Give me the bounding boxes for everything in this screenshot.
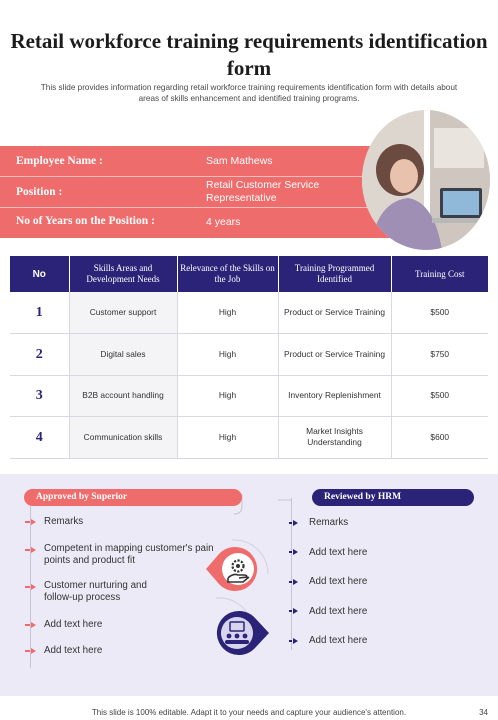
relevance-cell: High (177, 375, 278, 417)
page-title: Retail workforce training requirements identification form (10, 29, 488, 80)
bullet-arrow-icon (289, 638, 301, 644)
bullet-arrow-icon (289, 549, 301, 555)
page-number: 34 (479, 708, 488, 717)
header-training-program: Training Programmed Identified (278, 256, 391, 292)
relevance-cell: High (177, 292, 278, 334)
bullet-arrow-icon (289, 579, 301, 585)
position-row (0, 177, 395, 207)
approved-by-superior-heading: Approved by Superior (24, 489, 242, 506)
bullet-arrow-icon (289, 608, 301, 614)
header-relevance: Relevance of the Skills on the Job (177, 256, 278, 292)
reviewed-item: Add text here (309, 606, 368, 617)
header-no: No (10, 256, 69, 292)
training-program-cell: Product or Service Training (278, 292, 391, 334)
table-header-row (10, 256, 488, 292)
header-training-cost: Training Cost (391, 256, 488, 292)
table-row (10, 417, 488, 459)
bullet-arrow-icon (25, 648, 37, 654)
approved-item: Competent in mapping customer's pain points and product fit (44, 543, 214, 566)
training-cost-cell: $600 (391, 417, 488, 459)
skill-area-cell: B2B account handling (69, 375, 177, 417)
approved-item: Customer nurturing and follow-up process (44, 580, 147, 603)
header-skills-areas: Skills Areas and Development Needs (69, 256, 177, 292)
relevance-cell: High (177, 334, 278, 376)
employee-name-label: Employee Name : (16, 155, 103, 167)
bullet-arrow-icon (25, 584, 37, 590)
row-number: 3 (10, 375, 69, 417)
training-cost-cell: $500 (391, 292, 488, 334)
reviewed-item: Remarks (309, 517, 349, 528)
row-number: 2 (10, 334, 69, 376)
years-value: 4 years (206, 216, 241, 228)
skill-area-cell: Communication skills (69, 417, 177, 459)
reviewed-item: Add text here (309, 635, 368, 646)
training-program-cell: Inventory Replenishment (278, 375, 391, 417)
row-number: 4 (10, 417, 69, 459)
relevance-cell: High (177, 417, 278, 459)
training-cost-cell: $500 (391, 375, 488, 417)
row-number: 1 (10, 292, 69, 334)
training-program-cell: Product or Service Training (278, 334, 391, 376)
bullet-arrow-icon (25, 547, 37, 553)
skill-area-cell: Customer support (69, 292, 177, 334)
employee-photo (362, 110, 490, 250)
approved-item: Remarks (44, 516, 84, 527)
approved-item: Add text here (44, 645, 103, 656)
position-value: Retail Customer Service Representative (206, 179, 320, 204)
training-program-cell: Market Insights Understanding (278, 417, 391, 459)
years-label: No of Years on the Position : (16, 215, 155, 227)
skill-area-cell: Digital sales (69, 334, 177, 376)
employee-name-row (0, 146, 395, 176)
employee-name-value: Sam Mathews (206, 155, 273, 167)
bullet-arrow-icon (25, 519, 37, 525)
table-row (10, 375, 488, 417)
reviewed-item: Add text here (309, 547, 368, 558)
footer-note: This slide is 100% editable. Adapt it to your needs and capture your audience's attention. (91, 708, 407, 717)
years-row (0, 208, 395, 238)
training-requirements-table (10, 256, 488, 459)
table-row (10, 292, 488, 334)
table-row (10, 334, 488, 376)
reviewed-by-hrm-heading: Reviewed by HRM (312, 489, 474, 506)
page-subtitle: This slide provides information regarding retail workforce training requirements identification form with details about areas of skills enhancement and identified training programs. (40, 83, 458, 103)
bullet-arrow-icon (25, 622, 37, 628)
position-label: Position : (16, 186, 63, 198)
reviewed-item: Add text here (309, 576, 368, 587)
training-cost-cell: $750 (391, 334, 488, 376)
approved-item: Add text here (44, 619, 103, 630)
bullet-arrow-icon (289, 520, 301, 526)
